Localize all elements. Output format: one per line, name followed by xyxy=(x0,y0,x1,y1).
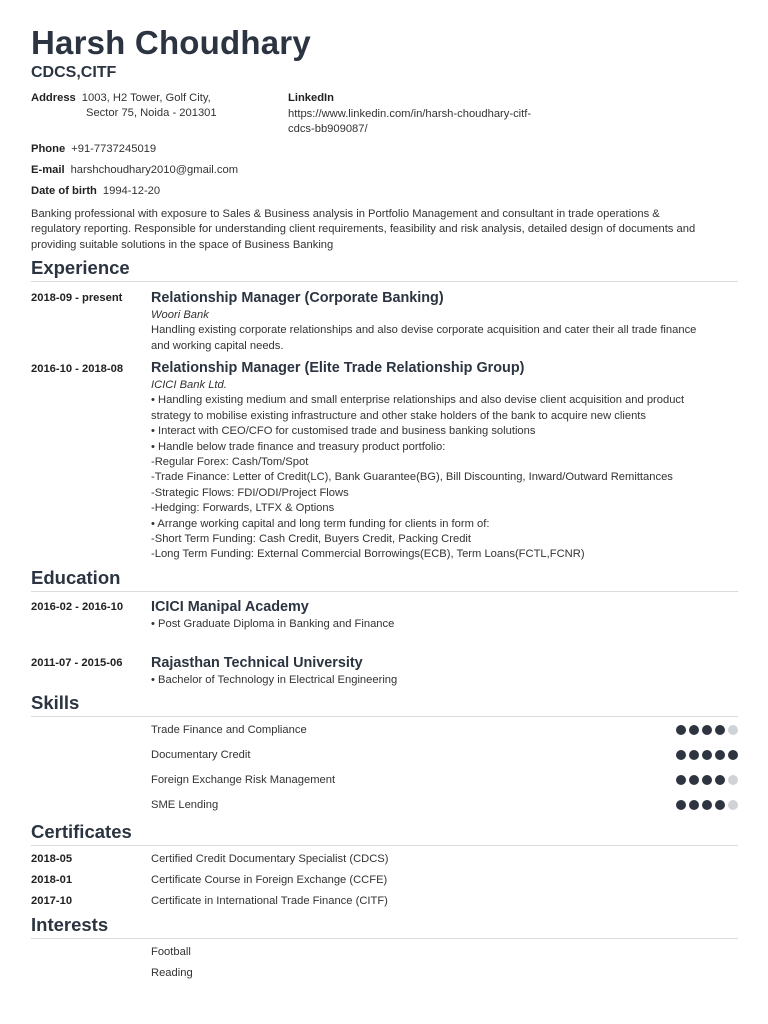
section-heading-certificates: Certificates xyxy=(31,821,738,846)
section-heading-skills: Skills xyxy=(31,692,738,717)
skill-rating xyxy=(676,800,738,810)
section-heading-experience: Experience xyxy=(31,257,738,282)
rating-dot-filled xyxy=(676,775,686,785)
education-entry xyxy=(151,654,741,688)
certificate-date: 2018-05 xyxy=(31,853,73,865)
experience-line: • Arrange working capital and long term funding for clients in form of: xyxy=(151,517,490,530)
certificate-date: 2018-01 xyxy=(31,874,73,886)
address-line1: 1003, H2 Tower, Golf City, xyxy=(81,92,211,104)
skill-name: SME Lending xyxy=(151,799,219,811)
rating-dot-filled xyxy=(676,750,686,760)
skill-name: Foreign Exchange Risk Management xyxy=(151,774,336,786)
dob-value: 1994-12-20 xyxy=(102,185,161,197)
rating-dot-filled xyxy=(689,750,699,760)
experience-org: ICICI Bank Ltd. xyxy=(151,379,227,391)
experience-line: and working capital needs. xyxy=(151,339,284,352)
skill-name: Documentary Credit xyxy=(151,749,251,761)
phone-value: +91-7737245019 xyxy=(71,143,157,155)
dob-label: Date of birth xyxy=(31,185,97,197)
rating-dot-filled xyxy=(676,800,686,810)
experience-line: • Handling existing medium and small enterprise relationships and also devise client acquisition and product xyxy=(151,394,685,407)
linkedin-block xyxy=(288,91,548,137)
experience-line: -Strategic Flows: FDI/ODI/Project Flows xyxy=(151,486,349,499)
education-date: 2016-02 - 2016-10 xyxy=(31,601,124,613)
experience-line: • Interact with CEO/CFO for customised trade and business banking solutions xyxy=(151,425,536,438)
email-label: E-mail xyxy=(31,164,65,176)
experience-entry xyxy=(151,359,741,563)
education-entry xyxy=(151,598,741,632)
rating-dot-filled xyxy=(702,750,712,760)
skill-rating xyxy=(676,725,738,735)
summary-line: providing suitable solutions in the space of Business Banking xyxy=(31,238,334,251)
experience-org: Woori Bank xyxy=(151,309,209,321)
skill-row xyxy=(151,799,738,811)
rating-dot-filled xyxy=(689,725,699,735)
certificate-name: Certificate Course in Foreign Exchange (CCFE) xyxy=(151,874,388,886)
email-value[interactable]: harshchoudhary2010@gmail.com xyxy=(70,164,239,176)
experience-line: Handling existing corporate relationships and also devise corporate acquisition and cater their all trade finance xyxy=(151,324,697,337)
email-row xyxy=(31,163,238,178)
education-detail: • Post Graduate Diploma in Banking and Finance xyxy=(151,618,395,630)
education-title: Rajasthan Technical University xyxy=(151,655,363,671)
rating-dot-filled xyxy=(715,725,725,735)
skill-row xyxy=(151,749,738,761)
rating-dot-filled xyxy=(676,725,686,735)
experience-date: 2018-09 - present xyxy=(31,292,123,304)
rating-dot-filled xyxy=(728,750,738,760)
experience-line: strategy to mobilise existing infrastructure and other stake holders of the bank to acquire new clients xyxy=(151,409,646,422)
experience-line: -Short Term Funding: Cash Credit, Buyers Credit, Packing Credit xyxy=(151,533,472,546)
rating-dot-filled xyxy=(715,775,725,785)
address-label: Address xyxy=(31,92,76,104)
profile-summary xyxy=(31,207,731,253)
experience-line: -Trade Finance: Letter of Credit(LC), Bank Guarantee(BG), Bill Discounting, Inward/Outward Remittances xyxy=(151,471,673,484)
rating-dot-filled xyxy=(715,750,725,760)
certificate-name: Certified Credit Documentary Specialist (CDCS) xyxy=(151,853,389,865)
linkedin-label: LinkedIn xyxy=(288,92,334,104)
rating-dot-filled xyxy=(689,800,699,810)
rating-dot-filled xyxy=(702,725,712,735)
experience-title: Relationship Manager (Corporate Banking) xyxy=(151,290,444,306)
interest-item: Reading xyxy=(151,967,193,979)
certificate-date: 2017-10 xyxy=(31,895,73,907)
rating-dot-empty xyxy=(728,725,738,735)
phone-row xyxy=(31,142,156,157)
section-heading-interests: Interests xyxy=(31,914,738,939)
skill-name: Trade Finance and Compliance xyxy=(151,724,307,736)
experience-title: Relationship Manager (Elite Trade Relationship Group) xyxy=(151,360,525,376)
education-date: 2011-07 - 2015-06 xyxy=(31,657,123,669)
rating-dot-empty xyxy=(728,800,738,810)
section-heading-education: Education xyxy=(31,567,738,592)
phone-label: Phone xyxy=(31,143,66,155)
skill-row xyxy=(151,774,738,786)
address-line2: Sector 75, Noida - 201301 xyxy=(86,107,217,119)
candidate-title: CDCS,CITF xyxy=(31,64,117,81)
education-title: ICICI Manipal Academy xyxy=(151,599,309,615)
education-detail: • Bachelor of Technology in Electrical Engineering xyxy=(151,674,398,686)
experience-line: -Hedging: Forwards, LTFX & Options xyxy=(151,502,335,515)
rating-dot-empty xyxy=(728,775,738,785)
dob-row xyxy=(31,184,160,199)
summary-line: regulatory reporting. Responsible for understanding client requirements, feasibility and risk analysis, detailed design of documents and xyxy=(31,223,696,236)
rating-dot-filled xyxy=(715,800,725,810)
rating-dot-filled xyxy=(689,775,699,785)
candidate-name: Harsh Choudhary xyxy=(31,24,311,61)
certificate-name: Certificate in International Trade Finance (CITF) xyxy=(151,895,388,907)
linkedin-url-line1[interactable]: https://www.linkedin.com/in/harsh-choudhary-citf- xyxy=(288,108,532,120)
rating-dot-filled xyxy=(702,775,712,785)
skill-row xyxy=(151,724,738,736)
summary-line: Banking professional with exposure to Sales & Business analysis in Portfolio Management and consultant in trade operations & xyxy=(31,208,660,220)
experience-line: -Regular Forex: Cash/Tom/Spot xyxy=(151,456,309,469)
skill-rating xyxy=(676,750,738,760)
experience-date: 2016-10 - 2018-08 xyxy=(31,363,124,375)
rating-dot-filled xyxy=(702,800,712,810)
address-block xyxy=(31,91,271,121)
experience-entry xyxy=(151,289,741,354)
experience-line: -Long Term Funding: External Commercial Borrowings(ECB), Term Loans(FCTL,FCNR) xyxy=(151,548,585,561)
experience-line: • Handle below trade finance and treasury product portfolio: xyxy=(151,440,446,453)
skill-rating xyxy=(676,775,738,785)
linkedin-url-line2[interactable]: cdcs-bb909087/ xyxy=(288,123,368,135)
interest-item: Football xyxy=(151,946,191,958)
